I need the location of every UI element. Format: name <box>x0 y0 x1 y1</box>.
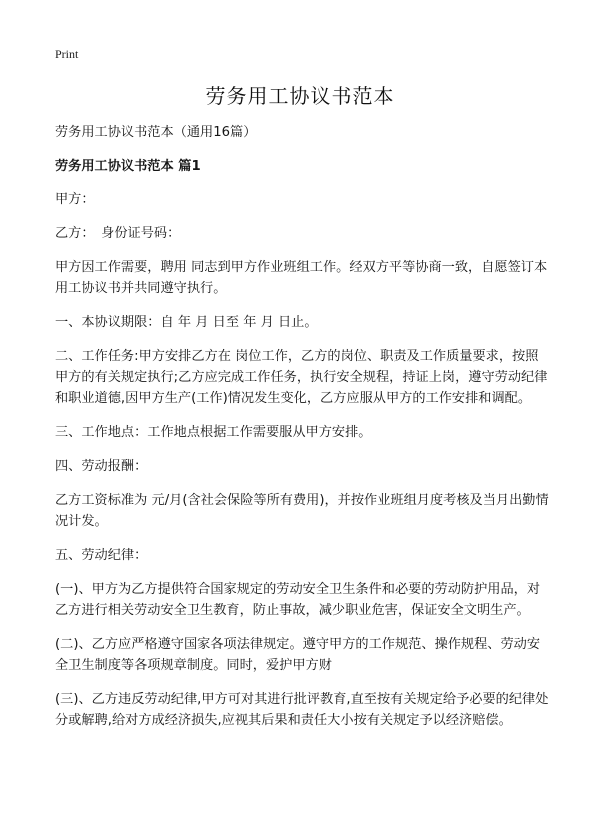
discipline-item-1: (一)、甲方为乙方提供符合国家规定的劳动安全卫生条件和必要的劳动防护用品，对乙方进行相关劳动安全卫生教育，防止事故，减少职业危害，保证安全文明生产。 <box>55 582 541 618</box>
party-a-line: 甲方： <box>55 192 95 207</box>
clause-remuneration: 乙方工资标准为 元/月(含社会保险等所有费用)，并按作业班组月度考核及当月出勤情况计发。 <box>55 493 549 529</box>
section-heading: 劳务用工协议书范本 篇1 <box>55 159 201 174</box>
print-link[interactable]: Print <box>55 47 79 61</box>
party-b-line: 乙方： 身份证号码： <box>55 226 181 241</box>
document-subtitle: 劳务用工协议书范本（通用16篇） <box>55 125 257 140</box>
clause-discipline-heading: 五、劳动纪律： <box>55 548 148 563</box>
clause-term: 一、本协议期限：自 年 月 日至 年 月 日止。 <box>55 315 318 330</box>
clause-location: 三、工作地点：工作地点根据工作需要服从甲方安排。 <box>55 425 372 440</box>
intro-paragraph: 甲方因工作需要，聘用 同志到甲方作业班组工作。经双方平等协商一致，自愿签订本用工协议书并共同遵守执行。 <box>55 260 548 296</box>
discipline-item-2: (二)、乙方应严格遵守国家各项法律规定。遵守甲方的工作规范、操作规程、劳动安全卫生制度等各项规章制度。同时，爱护甲方财 <box>55 637 541 673</box>
document-title: 劳务用工协议书范本 <box>205 84 395 108</box>
document-body <box>55 122 550 744</box>
clause-remuneration-heading: 四、劳动报酬： <box>55 459 148 474</box>
discipline-item-3: (三)、乙方违反劳动纪律,甲方可对其进行批评教育,直至按有关规定给予必要的纪律处分或解聘,给对方成经济损失,应视其后果和责任大小按有关规定予以经济赔偿。 <box>55 692 549 728</box>
clause-tasks: 二、工作任务:甲方安排乙方在 岗位工作，乙方的岗位、职责及工作质量要求，按照甲方的有关规定执行;乙方应完成工作任务，执行安全规程，持证上岗，遵守劳动纪律和职业道德,因甲方生产(工作)情况发生变化，乙方应服从甲方的工作安排和调配。 <box>55 349 548 406</box>
